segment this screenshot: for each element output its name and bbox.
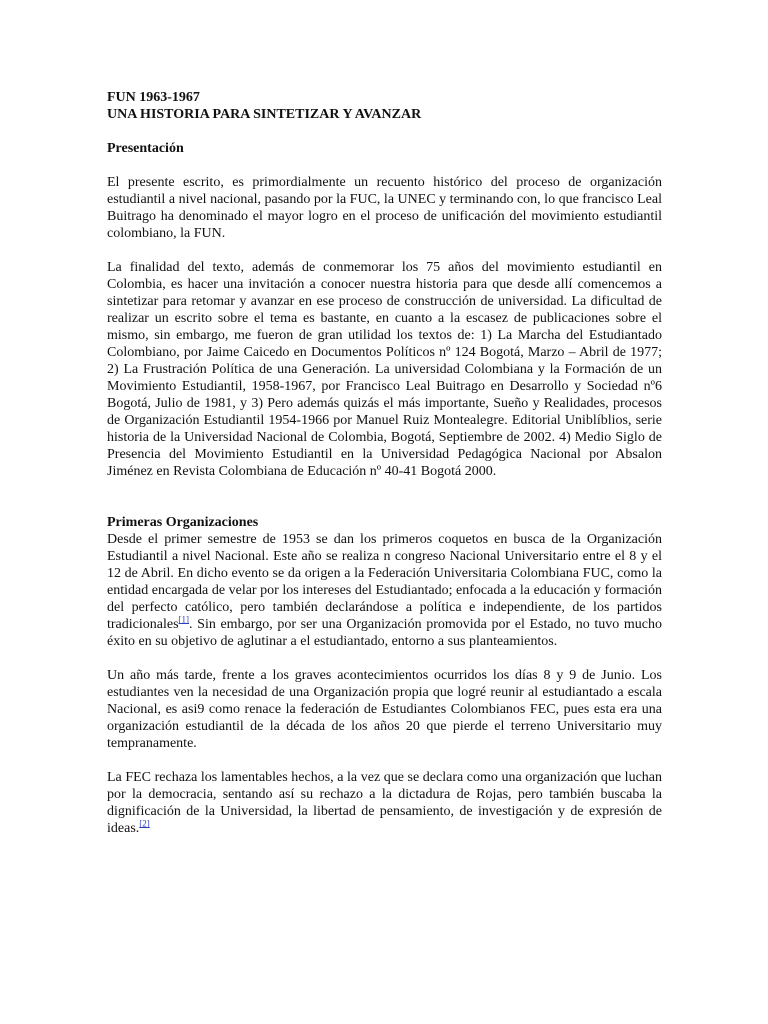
paragraph-text: Desde el primer semestre de 1953 se dan los primeros coquetos en busca de la Organización Estudiantil a nivel Nacional. Este año se realiza n congreso Nacional Universitario entre el 8 y el 12 de Abril. En dicho evento se da origen a la Federación Universitaria Colombiana FUC, como la entidad encargada de velar por los intereses del Estudiantado; enfocada a la educación y formación del perfecto católico, pero también declarándose a política e independiente, de los partidos tradicionales: [107, 532, 662, 632]
paragraph-text-tail: . Sin embargo, por ser una Organización promovida por el Estado, no tuvo mucho éxito en su objetivo de aglutinar a el estudiantado, entorno a sus planteamientos.: [107, 617, 662, 649]
section-heading-presentacion: Presentación: [107, 141, 184, 156]
document-page: [107, 89, 662, 837]
paragraph-primeras-organizaciones-2: Un año más tarde, frente a los graves acontecimientos ocurridos los días 8 y 9 de Junio. Los estudiantes ven la necesidad de una Organización propia que logré reunir al estudiantado a escala Nacional, es asi9 como renace la federación de Estudiantes Colombianos FEC, pues esta era una organización estudiantil de la década de los años 20 que pierde el terreno Universitario muy tempranamente.: [107, 668, 662, 751]
document-title-line-2: UNA HISTORIA PARA SINTETIZAR Y AVANZAR: [107, 107, 422, 122]
paragraph-presentacion-2: La finalidad del texto, además de conmemorar los 75 años del movimiento estudiantil en Colombia, es hacer una invitación a conocer nuestra historia para que desde allí comencemos a sintetizar para retomar y avanzar en ese proceso de construcción de universidad. La dificultad de realizar un escrito sobre el tema es bastante, en cuanto a la escasez de publicaciones sobre el mismo, sin embargo, me fueron de gran utilidad los textos de: 1) La Marcha del Estudiantado Colombiano, por Jaime Caicedo en Documentos Políticos nº 124 Bogotá, Marzo – Abril de 1977; 2) La Frustración Política de una Generación. La universidad Colombiana y la Formación de un Movimiento Estudiantil, 1958-1967, por Francisco Leal Buitrago en Desarrollo y Sociedad nº6 Bogotá, Julio de 1981, y 3) Pero además quizás el más importante, Sueño y Realidades, procesos de Organización Estudiantil 1954-1966 por Manuel Ruiz Montealegre. Editorial Uniblíblios, serie historia de la Universidad Nacional de Colombia, Bogotá, Septiembre de 2002. 4) Medio Siglo de Presencia del Movimiento Estudiantil en la Universidad Pedagógica Nacional por Absalon Jiménez en Revista Colombiana de Educación nº 40-41 Bogotá 2000.: [107, 260, 662, 479]
paragraph-primeras-organizaciones-1: [107, 531, 662, 650]
paragraph-text: La FEC rechaza los lamentables hechos, a la vez que se declara como una organización que luchan por la democracia, sentando así su rechazo a la dictadura de Rojas, pero también buscaba la dignificación de la Universidad, la libertad de pensamiento, de investigación y de expresión de ideas.: [107, 770, 662, 836]
paragraph-presentacion-1: El presente escrito, es primordialmente un recuento histórico del proceso de organización estudiantil a nivel nacional, pasando por la FUC, la UNEC y terminando con, lo que francisco Leal Buitrago ha denominado el mayor logro en el proceso de unificación del movimiento estudiantil colombiano, la FUN.: [107, 175, 662, 241]
section-heading-primeras-organizaciones: Primeras Organizaciones: [107, 515, 259, 530]
paragraph-primeras-organizaciones-3: [107, 769, 662, 837]
document-title-line-1: FUN 1963-1967: [107, 90, 200, 105]
footnote-link-1[interactable]: [1]: [178, 614, 190, 625]
footnote-link-2[interactable]: [2]: [139, 818, 150, 829]
